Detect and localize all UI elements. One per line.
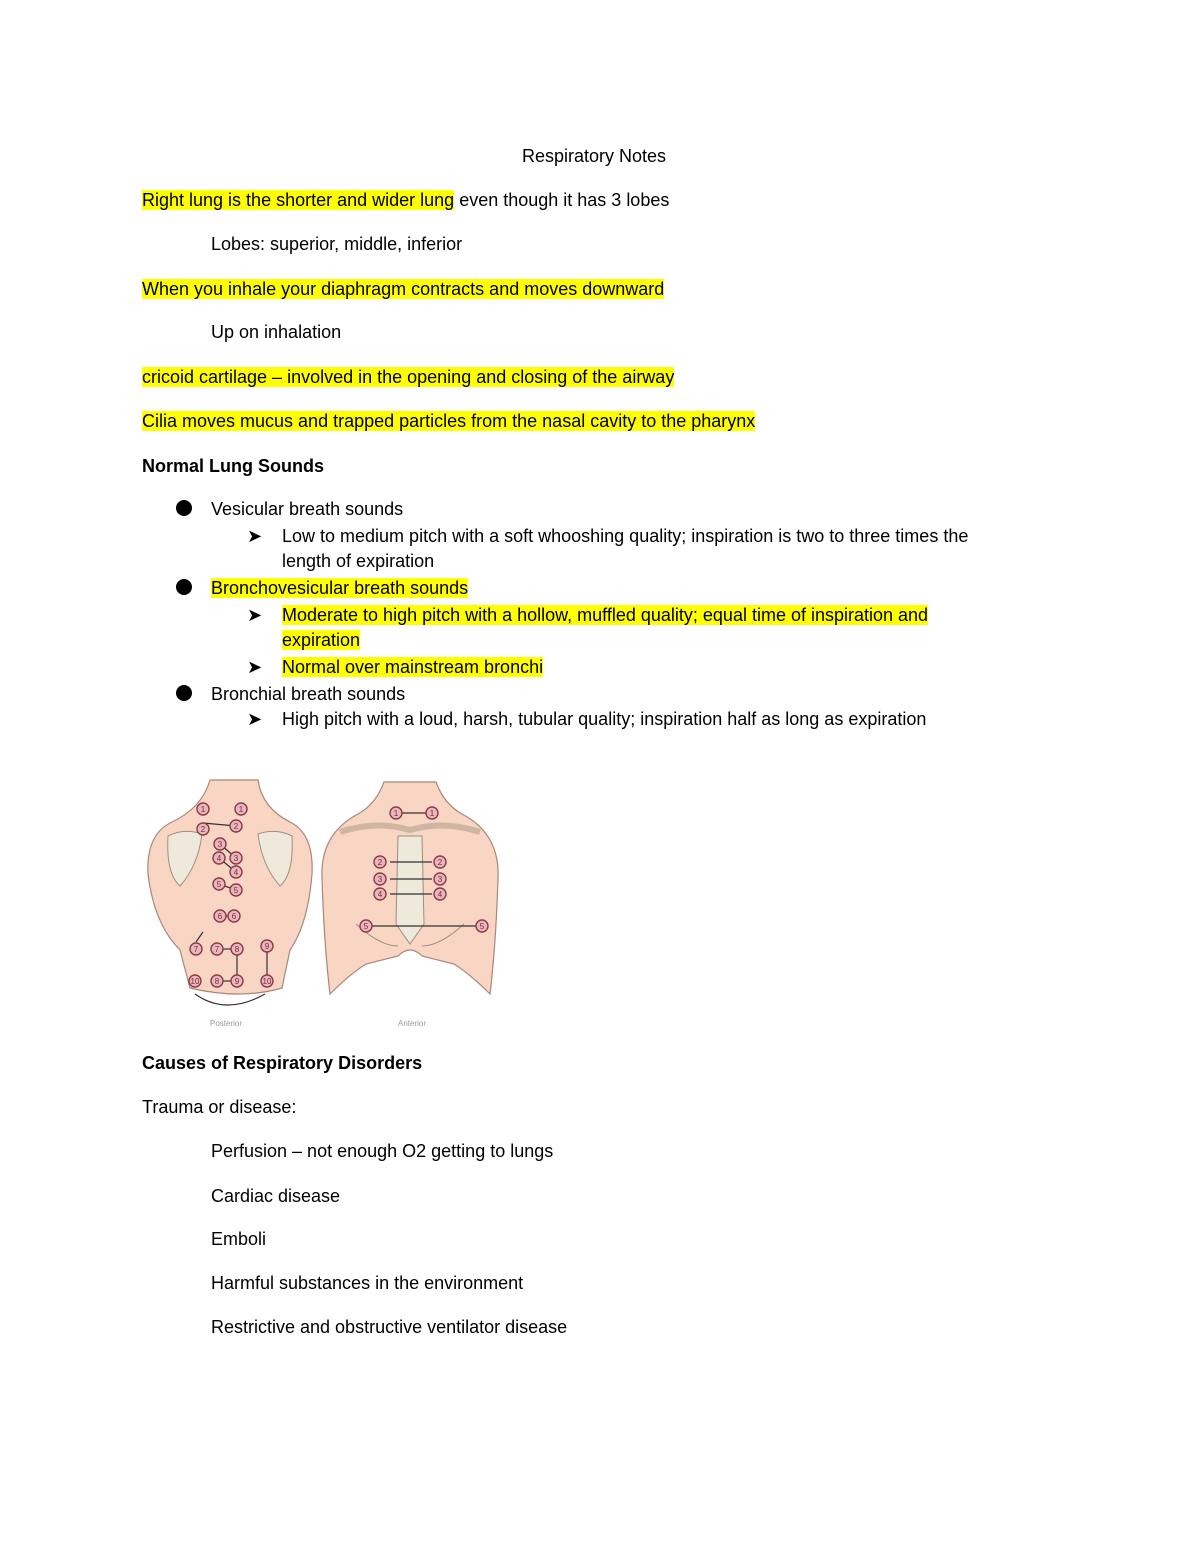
vesicular-detail-1: Low to medium pitch with a soft whooshing quality; inspiration is two to three times the <box>282 526 969 546</box>
bullet-icon <box>176 579 192 595</box>
lobes-line: Lobes: superior, middle, inferior <box>211 234 463 254</box>
bronchial-label: Bronchial breath sounds <box>211 684 406 704</box>
arrow-bullet-icon: ➤ <box>247 526 263 546</box>
right-lung-rest: even though it has 3 lobes <box>454 190 670 210</box>
svg-text:2: 2 <box>437 858 443 867</box>
svg-text:2: 2 <box>200 825 206 834</box>
svg-text:1: 1 <box>429 809 435 818</box>
cause-item: Harmful substances in the environment <box>211 1273 524 1293</box>
svg-text:2: 2 <box>377 858 383 867</box>
lung-sounds-heading: Normal Lung Sounds <box>142 456 324 476</box>
anterior-torso <box>322 782 498 1028</box>
bronchovesicular-detail-b-line <box>282 655 543 679</box>
cause-item: Cardiac disease <box>211 1186 341 1206</box>
svg-text:5: 5 <box>363 922 369 931</box>
bronchial-detail: High pitch with a loud, harsh, tubular quality; inspiration half as long as expiration <box>282 709 927 729</box>
svg-text:1: 1 <box>393 809 399 818</box>
right-lung-highlight: Right lung is the shorter and wider lung <box>142 190 455 210</box>
cilia-line <box>142 409 755 433</box>
vesicular-label: Vesicular breath sounds <box>211 499 404 519</box>
cause-item: Restrictive and obstructive ventilator disease <box>211 1317 568 1337</box>
up-on-inhalation-line: Up on inhalation <box>211 322 342 342</box>
arrow-bullet-icon: ➤ <box>247 709 263 729</box>
posterior-torso <box>148 780 312 1028</box>
svg-text:1: 1 <box>238 805 244 814</box>
inhale-line <box>142 277 664 301</box>
cause-item: Emboli <box>211 1229 267 1249</box>
svg-text:3: 3 <box>377 875 383 884</box>
bronchovesicular-label-line <box>211 576 468 600</box>
arrow-bullet-icon: ➤ <box>247 605 263 625</box>
anterior-caption: Anterior <box>397 1019 427 1028</box>
bronchovesicular-detail-a1: Moderate to high pitch with a hollow, muffled quality; equal time of inspiration and <box>282 605 929 625</box>
causes-intro: Trauma or disease: <box>142 1097 297 1117</box>
bronchovesicular-label: Bronchovesicular breath sounds <box>211 578 469 598</box>
svg-text:9: 9 <box>264 942 270 951</box>
svg-text:4: 4 <box>233 868 239 877</box>
svg-text:5: 5 <box>233 886 239 895</box>
bronchovesicular-detail-a2-line <box>282 628 360 652</box>
svg-text:7: 7 <box>193 945 199 954</box>
bronchovesicular-detail-a1-line <box>282 603 928 627</box>
bullet-icon <box>176 500 192 516</box>
cilia-highlight: Cilia moves mucus and trapped particles from the nasal cavity to the pharynx <box>142 411 756 431</box>
cause-item: Perfusion – not enough O2 getting to lungs <box>211 1141 554 1161</box>
svg-text:8: 8 <box>234 945 240 954</box>
svg-text:5: 5 <box>479 922 485 931</box>
svg-text:4: 4 <box>216 854 222 863</box>
svg-text:10: 10 <box>262 977 272 986</box>
inhale-highlight: When you inhale your diaphragm contracts and moves downward <box>142 279 665 299</box>
auscultation-figure <box>140 774 510 1036</box>
svg-text:10: 10 <box>190 977 200 986</box>
svg-text:4: 4 <box>437 890 443 899</box>
page-title: Respiratory Notes <box>522 146 667 166</box>
svg-text:8: 8 <box>214 977 220 986</box>
causes-heading: Causes of Respiratory Disorders <box>142 1053 423 1073</box>
cricoid-highlight: cricoid cartilage – involved in the opening and closing of the airway <box>142 367 675 387</box>
svg-text:2: 2 <box>233 822 239 831</box>
svg-text:4: 4 <box>377 890 383 899</box>
arrow-bullet-icon: ➤ <box>247 657 263 677</box>
svg-text:6: 6 <box>217 912 223 921</box>
bronchovesicular-detail-b: Normal over mainstream bronchi <box>282 657 544 677</box>
svg-text:3: 3 <box>233 854 239 863</box>
bronchovesicular-detail-a2: expiration <box>282 630 361 650</box>
svg-text:1: 1 <box>200 805 206 814</box>
svg-text:3: 3 <box>437 875 443 884</box>
right-lung-line <box>142 188 669 212</box>
cricoid-line <box>142 365 674 389</box>
svg-text:7: 7 <box>214 945 220 954</box>
svg-text:6: 6 <box>231 912 237 921</box>
svg-text:5: 5 <box>216 880 222 889</box>
svg-text:3: 3 <box>217 840 223 849</box>
svg-text:9: 9 <box>234 977 240 986</box>
posterior-caption: Posterior <box>209 1019 243 1028</box>
bullet-icon <box>176 685 192 701</box>
vesicular-detail-2: length of expiration <box>282 551 435 571</box>
